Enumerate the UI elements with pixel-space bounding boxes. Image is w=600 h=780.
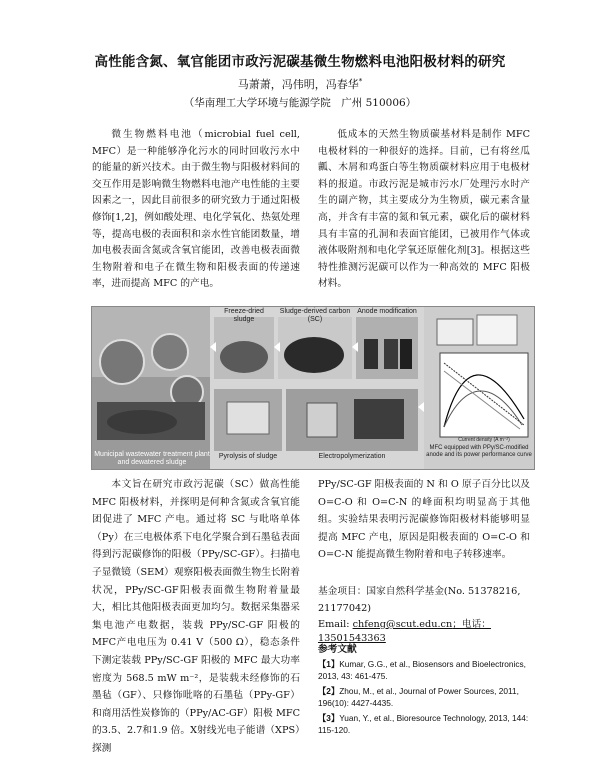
email-link[interactable]: chfeng@scut.edu.cn xyxy=(352,619,453,630)
corresponding-author-mark: * xyxy=(358,77,363,86)
phone-number: ；电话：13501543363 xyxy=(318,619,491,644)
label-sludge-carbon: Sludge-derived carbon (SC) xyxy=(279,308,351,323)
funding-note: 基金项目：国家自然科学基金(No. 51378216, 21177042) xyxy=(318,586,521,614)
body-paragraph-right: PPy/SC-GF 阳极表面的 N 和 O 原子百分比以及 O=C-O 和 O=C-N 的峰面积均明显高于其他组。实验结果表明污泥碳修饰阳极材料能够明显提高 MFC 产电，原因是阳极表面的 O=C-O 和 O=C-N 能提高微生物附着和电子转移速率。 xyxy=(318,479,530,561)
reference-number: 【3】 xyxy=(318,713,340,723)
author-names: 马萧萧，冯伟明，冯春华 xyxy=(237,78,359,91)
body-paragraph-left: 本文旨在研究市政污泥碳（SC）做高性能 MFC 阳极材料，并探明是何种含氮或含氧官能团促进了 MFC 产电。通过将 SC 与吡咯单体（Py）在三电极体系下电化学聚合到石墨毡表面得到污泥碳修饰的阳极（PPy/SC-GF）。扫描电子显微镜（SEM）观察阳极表面微生物生长附着状况，PPy/SC-GF阳极表面微生物附着量最大，相比其他阳极表面更加均匀。数据采集器采集电池产电数据，装载 PPy/SC-GF 阳极的 MFC产电电压为 0.41 V（500 Ω），稳态条件下测定装载 PPy/SC-GF 阳极的 MFC 最大功率密度为 568.5 mW m⁻²，是装载未经修饰的石墨毡（GF）、只修饰吡咯的石墨毡（PPy-GF）和商用活性炭修饰的（PPy/AC-GF）阳极 MFC 的3.5、2.7和1.9 倍。X射线光电子能谱（XPS）探测 xyxy=(92,479,300,754)
label-electropolymerization: Electropolymerization xyxy=(318,453,386,460)
label-treatment-plant: Municipal wastewater treatment plant and dewatered sludge xyxy=(94,451,210,466)
power-curve-plot xyxy=(440,353,528,437)
affiliation: （华南理工大学环境与能源学院 广州 510006） xyxy=(183,97,417,109)
clarifier-tank xyxy=(100,340,144,384)
label-pyrolysis: Pyrolysis of sludge xyxy=(218,453,278,460)
label-freeze-dried-sludge: Freeze-dried sludge xyxy=(224,308,264,323)
label-anode-modification: Anode modification xyxy=(357,308,417,315)
reference-number: 【2】 xyxy=(318,686,340,696)
paper-title: 高性能含氮、氧官能团市政污泥碳基微生物燃料电池阳极材料的研究 xyxy=(94,54,506,70)
references-heading: 参考文献 xyxy=(318,644,357,655)
reference-text: Kumar, G.G., et al., Biosensors and Bioelectronics, 2013, 43: 461-475. xyxy=(318,659,526,681)
authors xyxy=(0,76,600,92)
label-mfc-performance: MFC equipped with PPy/SC-modified anode and its power performance curve xyxy=(426,445,532,458)
plot-x-axis-label: Current density (A m⁻²) xyxy=(458,437,510,443)
email-label: Email: xyxy=(318,619,353,630)
mfc-reactor xyxy=(437,319,473,345)
reference-text: Yuan, Y., et al., Bioresource Technology, 2013, 144: 115-120. xyxy=(318,713,529,735)
graphical-abstract-figure xyxy=(91,306,535,470)
reference-text: Zhou, M., et al., Journal of Power Sources, 2011, 196(10): 4427-4435. xyxy=(318,686,519,708)
reference-item xyxy=(318,659,533,682)
reference-item xyxy=(318,686,533,709)
intro-paragraph-right: 低成本的天然生物质碳基材料是制作 MFC 电极材料的一种很好的选择。目前，已有将丝瓜瓤、木屑和鸡蛋白等生物质碳材料应用于电极材料的报道。市政污泥是城市污水厂处理污水时产生的副产物，其主要成分为生物质，碳元素含量高，并含有丰富的氮和氧元素，碳化后的碳材料具有丰富的孔洞和表面官能团，已被用作气体或液体吸附剂和电化学氧还原催化剂[3]。根据这些特性推测污泥碳可以作为一种高效的 MFC 阳极材料。 xyxy=(318,129,530,290)
reference-number: 【1】 xyxy=(318,659,340,669)
intro-paragraph-left: 微生物燃料电池（microbial fuel cell, MFC）是一种能够净化污水的同时回收污水中的能量的新兴技术。由于微生物与阳极材料间的交互作用是影响微生物燃料电池产电性能的主要因素之一，因此目前很多的研究致力于通过阳极修饰[1,2]，例如酸处理、电化学氧化、热氨处理等，提高电极的表面积和亲水性官能团数量，增加电极表面含氮或含氧官能团，改善电极表面微生物附着和电子在微生物和阳极表面的传递速率，进而提高 MFC 的产电。 xyxy=(92,129,300,290)
reference-item xyxy=(318,713,533,736)
